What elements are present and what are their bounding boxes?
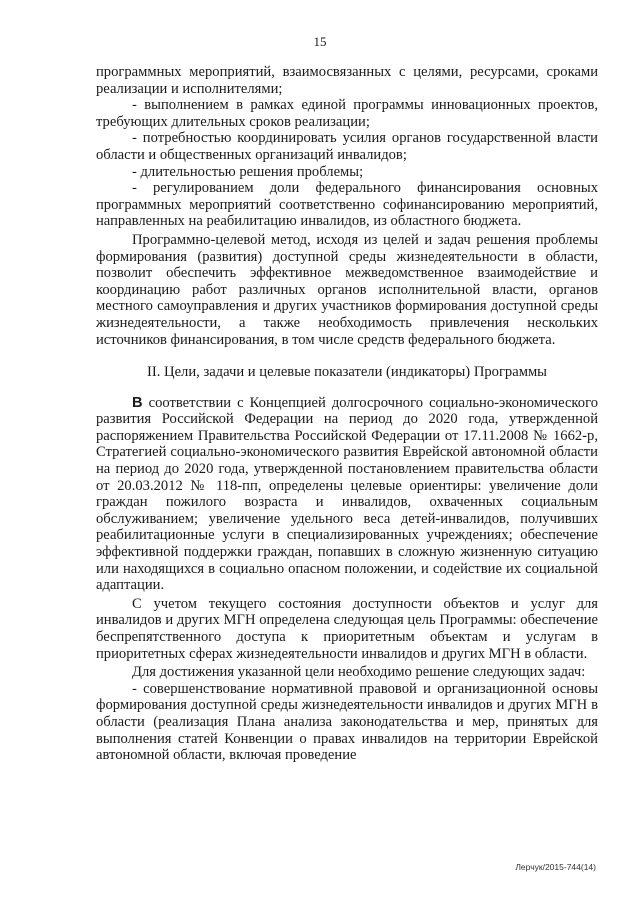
- document-code: Лерчук/2015-744(14): [515, 862, 596, 872]
- paragraph: Программно-целевой метод, исходя из целей и задач решения проблемы формирования (развития) доступной среды жизнедеятельности в области, позволит обеспечить эффективное межведомственное взаимодействие и координацию работ различных органов исполнительной власти, органов местного самоуправления и других участников формирования доступной среды жизнедеятельности, а также необходимость привлечения нескольких источников финансирования, в том числе средств федерального бюджета.: [96, 231, 598, 348]
- page-number: 15: [313, 34, 327, 49]
- document-body: [96, 64, 598, 764]
- paragraph-concept: [96, 395, 598, 594]
- lead-letter: В: [132, 394, 143, 411]
- list-item: - длительностью решения проблемы;: [132, 163, 364, 180]
- section-heading: II. Цели, задачи и целевые показатели (индикаторы) Программы: [147, 364, 547, 381]
- list-item: - совершенствование нормативной правовой и организационной основы формирования доступной среды жизнедеятельности инвалидов и других МГН в области (реализация Плана анализа законодательства и мер, принятых для выполнения статей Конвенции о правах инвалидов на территории Еврейской автономной области, включая проведение: [96, 680, 598, 764]
- paragraph: С учетом текущего состояния доступности объектов и услуг для инвалидов и других МГН определена следующая цель Программы: обеспечение беспрепятственного доступа к приоритетным объектам и услугам в приоритетных сферах жизнедеятельности инвалидов и других МГН в области.: [96, 595, 598, 662]
- paragraph-concept-text: соответствии с Концепцией долгосрочного социально-экономического развития Российской Федерации на период до 2020 года, утвержденной распоряжением Правительства Российской Федерации от 17.11.2008 № 1662-р, Стратегией социально-экономического развития Еврейской автономной области на период до 2020 года, утвержденной постановлением правительства области от 20.03.2012 № 118-пп, определены целевые ориентиры: увеличение доли граждан пожилого возраста и инвалидов, охваченных социальным обслуживанием; увеличение удельного веса детей-инвалидов, получивших реабилитационные услуги в специализированных учреждениях; обеспечение эффективной поддержки граждан, попавших в сложную жизненную ситуацию или находящихся в социально опасном положении, и содействие их социальной адаптации.: [96, 394, 598, 594]
- list-item: - выполнением в рамках единой программы инновационных проектов, требующих длительных сроков реализации;: [96, 97, 598, 130]
- paragraph: программных мероприятий, взаимосвязанных с целями, ресурсами, сроками реализации и исполнителями;: [96, 64, 598, 97]
- paragraph: Для достижения указанной цели необходимо решение следующих задач:: [132, 664, 586, 681]
- list-item: - потребностью координировать усилия органов государственной власти области и общественных организаций инвалидов;: [96, 130, 598, 163]
- list-item: - регулированием доли федерального финансирования основных программных мероприятий соответственно софинансированию мероприятий, направленных на реабилитацию инвалидов, из областного бюджета.: [96, 180, 598, 230]
